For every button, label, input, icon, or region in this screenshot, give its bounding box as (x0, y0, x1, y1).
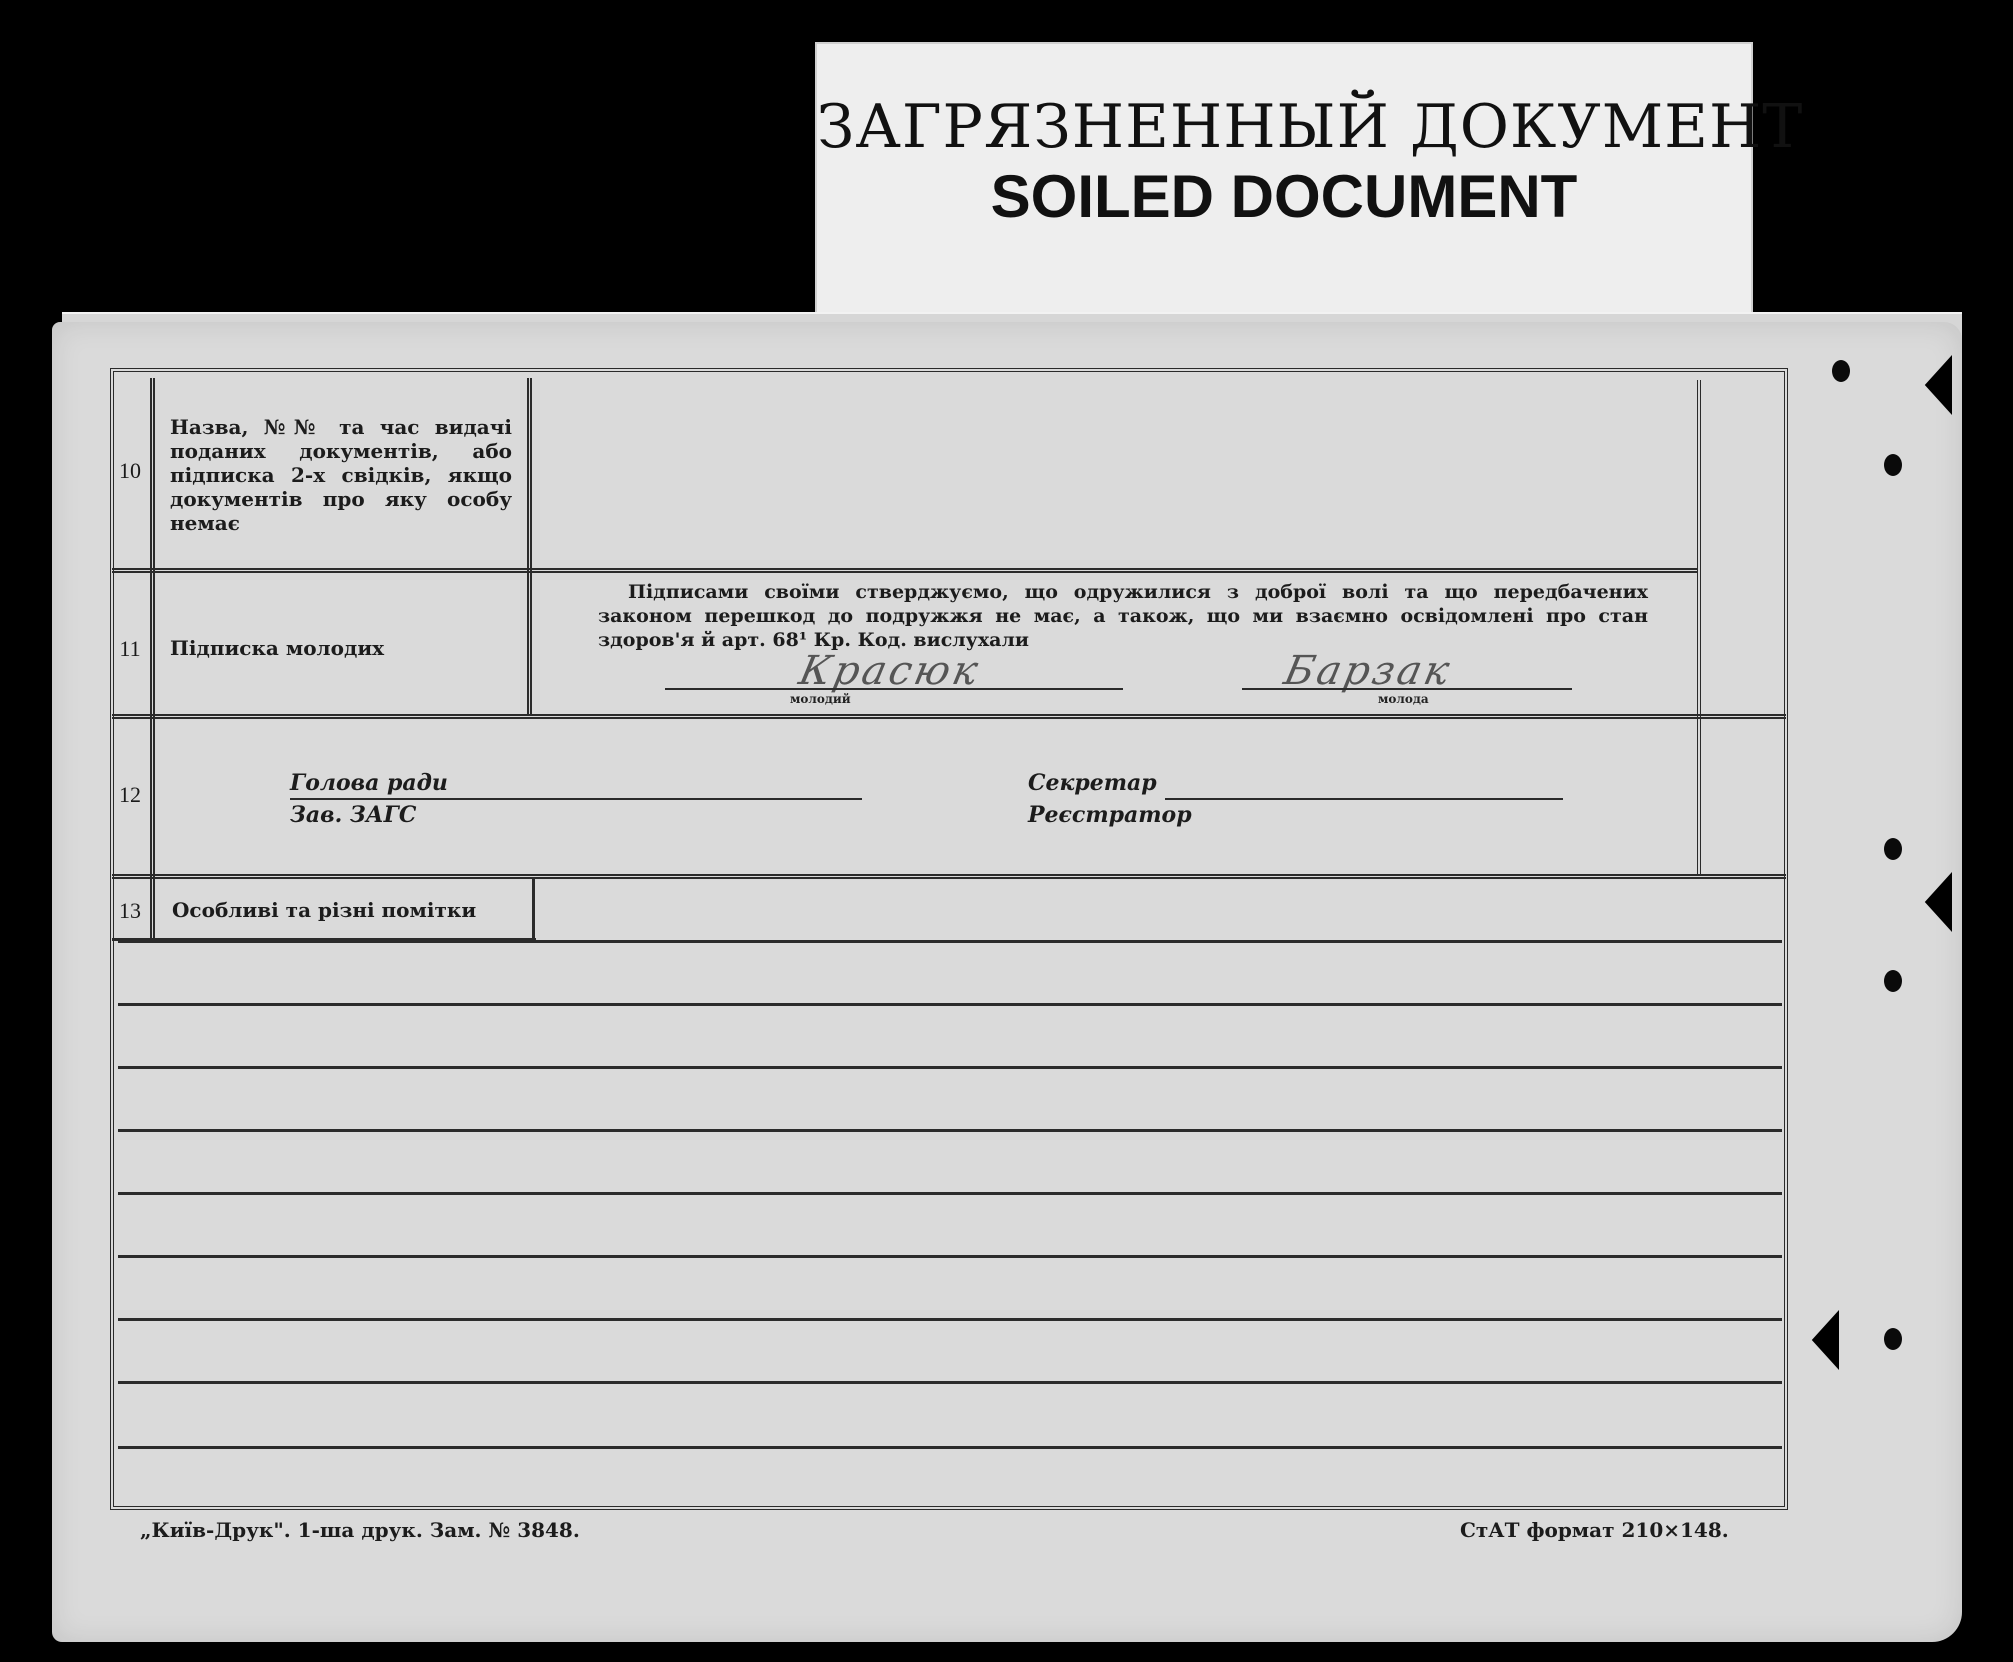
ruled-line (118, 1318, 1782, 1321)
marriage-statement: Підписами своїми стверджуємо, що одружилися з доброї волі та що передбачених законом перешкод до подружжя не має, а також, що ми взаємно освідомлені про стан здоров'я й арт. 68¹ Кр. Код. вислухали (598, 581, 1648, 651)
secretary-title: Секретар (1028, 770, 1157, 796)
row12-bottom (112, 874, 1786, 879)
ruled-line (118, 1066, 1782, 1069)
row-12-number: 12 (119, 782, 141, 807)
soiled-document-label (815, 42, 1804, 327)
row-10-label: Назва, №№ та час видачі поданих документів, або підписка 2-х свідків, якщо документів про яку особу немає (170, 415, 512, 535)
row13-label-divider (532, 878, 535, 940)
punch-hole-3 (1884, 838, 1902, 860)
groom-signature-line (665, 688, 1123, 690)
label-column-divider (527, 378, 532, 716)
ruled-line (118, 1003, 1782, 1006)
punch-hole-2 (1884, 454, 1902, 476)
row-10-number: 10 (119, 458, 141, 483)
printer-imprint: „Київ-Друк". 1-ша друк. Зам. № 3848. (140, 1518, 580, 1542)
row-11-label: Підписка молодих (170, 636, 385, 660)
number-column-divider (150, 378, 155, 940)
bride-signature: Барзак (1280, 648, 1457, 694)
row-13-number: 13 (119, 898, 141, 923)
secretary-line (1165, 798, 1563, 800)
punch-hole-5 (1884, 1328, 1902, 1350)
row10-bottom (112, 568, 1698, 573)
registry-head-title: Зав. ЗАГС (290, 802, 417, 828)
ruled-line (118, 1381, 1782, 1384)
row-11-number: 11 (119, 636, 141, 661)
label-english-text: SOILED DOCUMENT (990, 163, 1578, 230)
punch-hole-4 (1884, 970, 1902, 992)
ruled-line (118, 940, 1782, 943)
groom-signature: Красюк (795, 648, 985, 694)
council-head-title: Голова ради (290, 770, 448, 796)
ruled-line (118, 1446, 1782, 1449)
groom-caption: молодий (790, 692, 851, 706)
bride-signature-line (1242, 688, 1572, 690)
ruled-line (118, 1192, 1782, 1195)
form-inner-right-border (1697, 380, 1701, 876)
form-format-note: СтАТ формат 210×148. (1460, 1518, 1729, 1542)
label-russian-text: ЗАГРЯЗНЕННЫЙ ДОКУМЕНТ (817, 92, 1804, 162)
bride-caption: молода (1378, 692, 1429, 706)
ruled-line (118, 1129, 1782, 1132)
row11-bottom (112, 714, 1786, 719)
row-13-label: Особливі та різні помітки (172, 898, 477, 922)
ruled-line (118, 1255, 1782, 1258)
punch-hole-1 (1832, 360, 1850, 382)
council-head-line (290, 798, 862, 800)
registrar-title: Реєстратор (1028, 802, 1192, 828)
